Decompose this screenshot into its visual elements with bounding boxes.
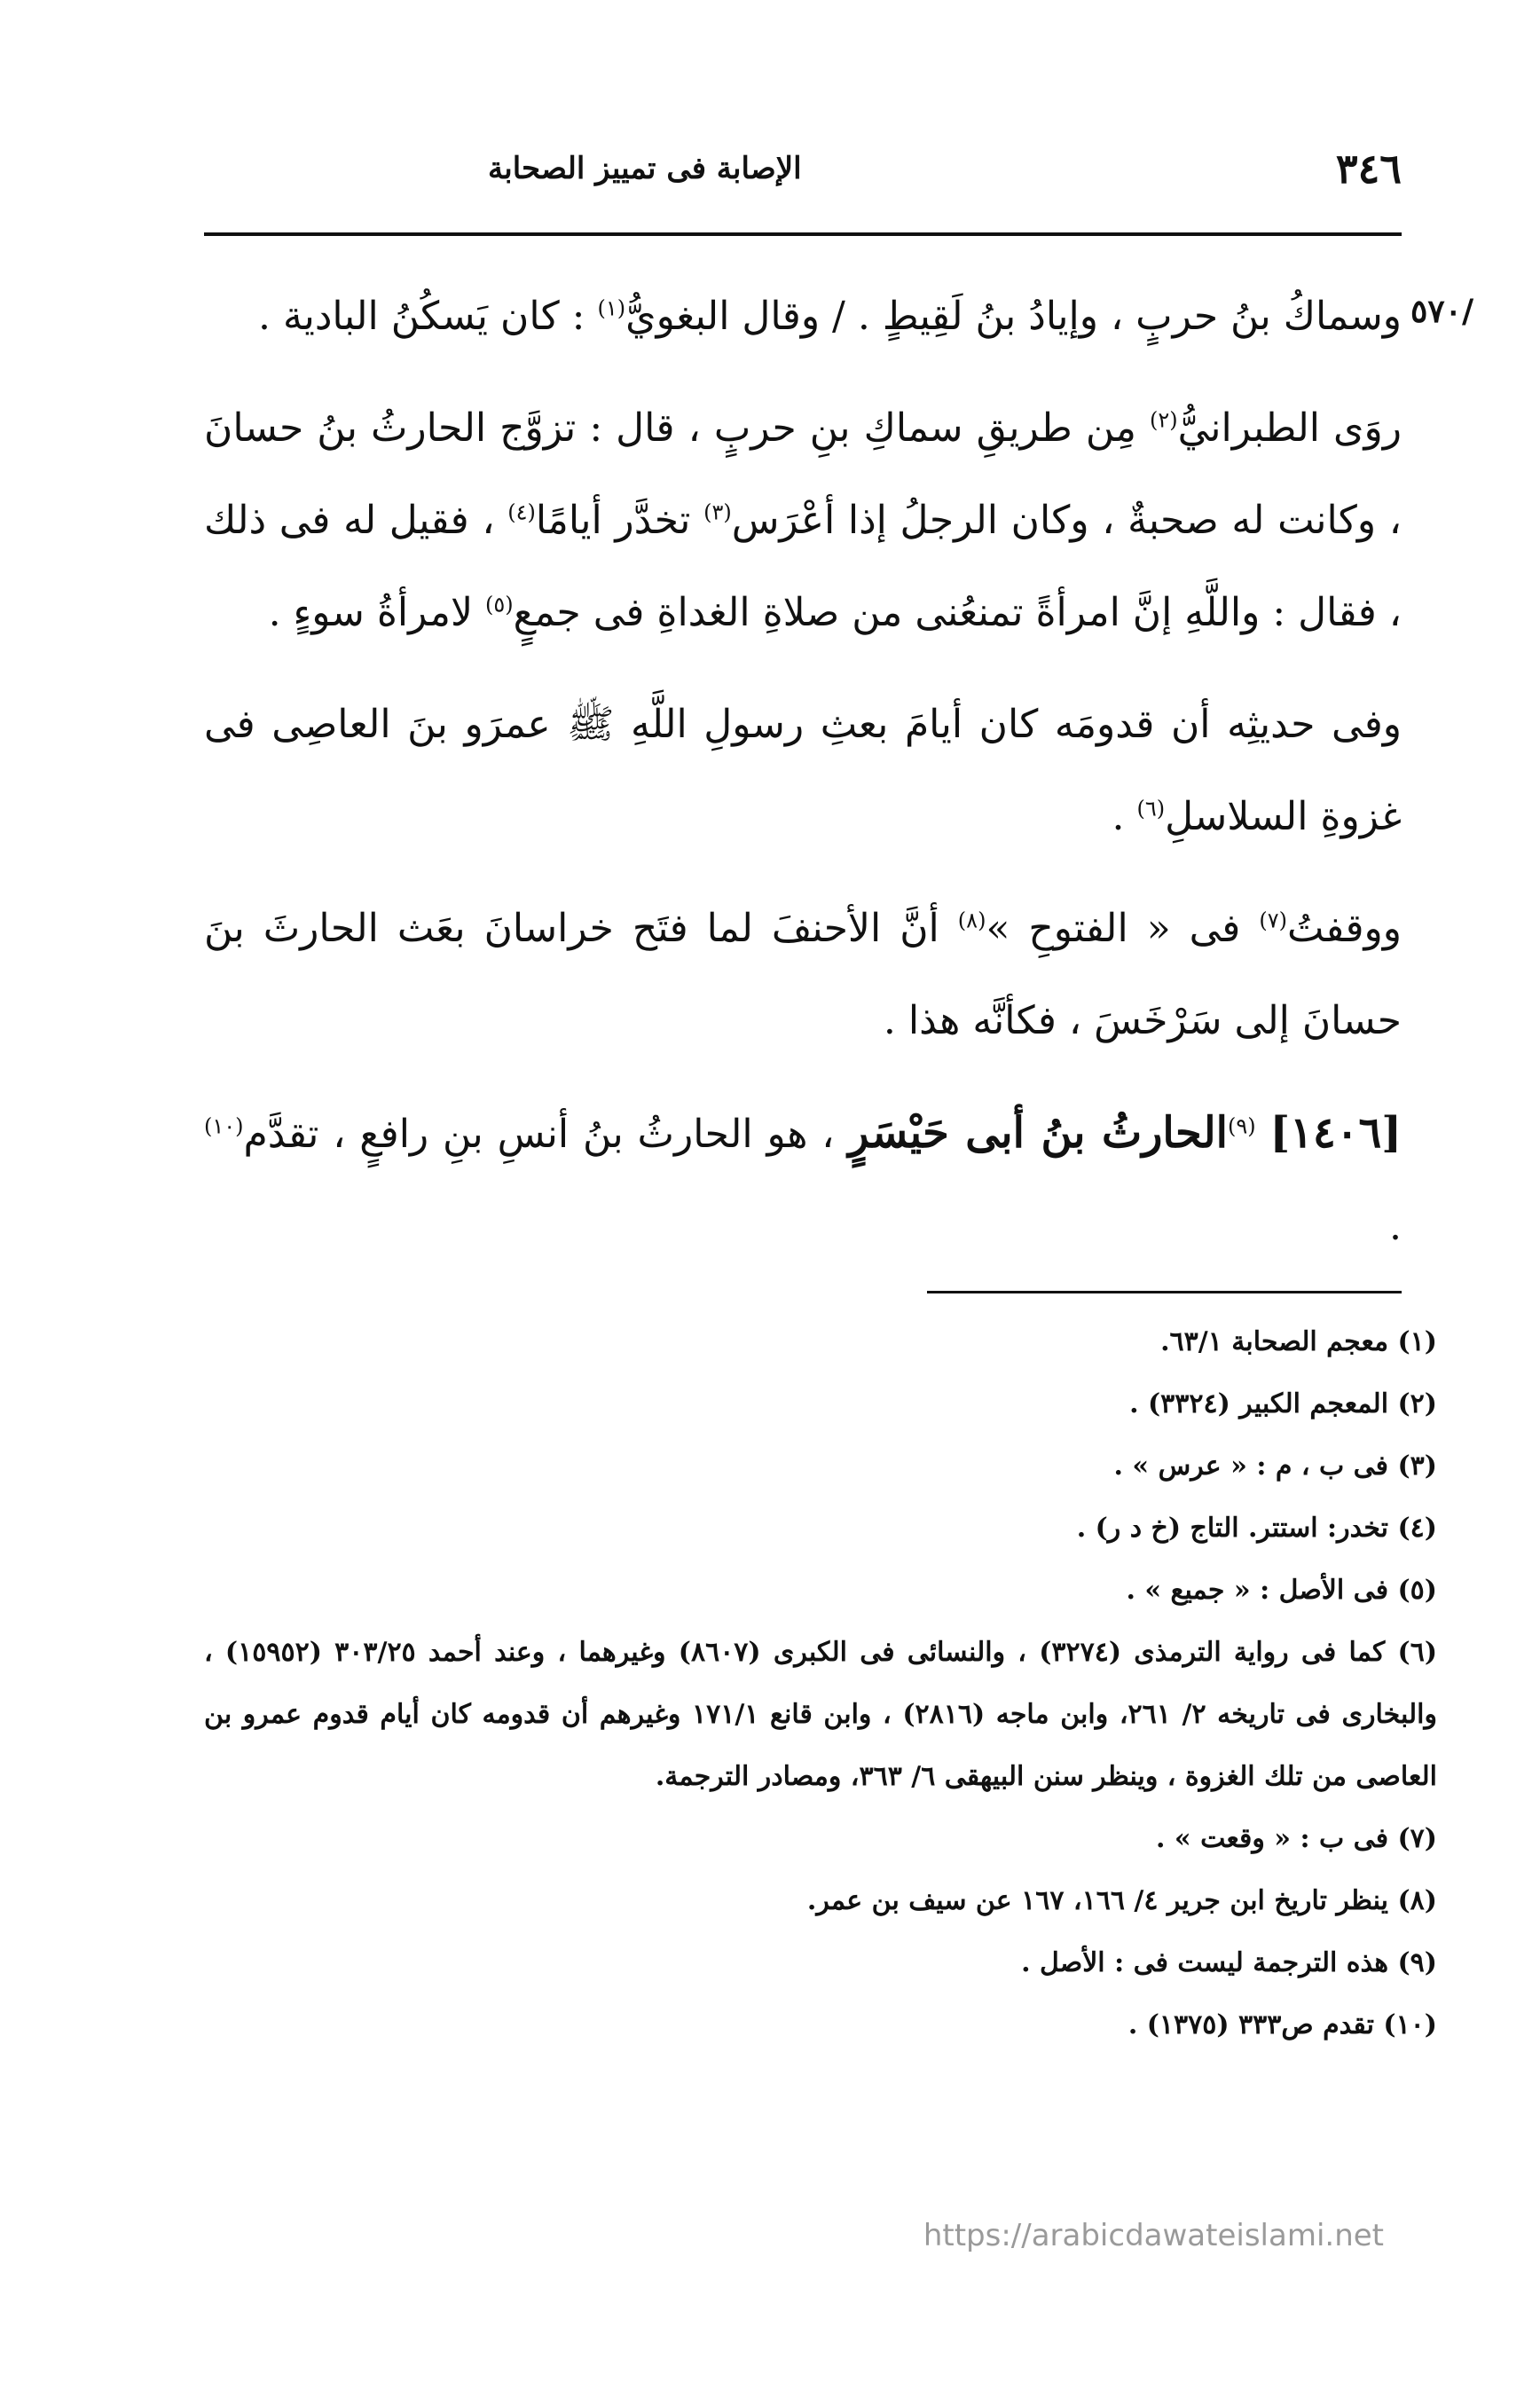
footnote: (٩) هذه الترجمة ليست فى : الأصل . [1021, 1947, 1437, 1978]
paragraph-4 [204, 883, 1402, 1067]
text-run: . [1389, 1204, 1402, 1249]
footnote-marker: (٧) [1259, 908, 1287, 933]
footnote: (٣) فى ب ، م : « عرس » . [1113, 1451, 1437, 1482]
footnote: (٦) كما فى رواية الترمذى (٣٢٧٤) ، والنسائى فى الكبرى (٨٦٠٧) وغيرهما ، وعند أحمد ٣٠٣/٢٥ (١٥٩٥٢) ، والبخارى فى تاريخه ٢/ ٢٦١، وابن ماجه (٢٨١٦) ، وابن قانع ١٧١/١ وغيرهم أن قدومه كان أيام قدوم عمرو بن العاصى من تلك الغزوة ، وينظر سنن البيهقى ٦/ ٣٦٣، ومصادر الترجمة. [204, 1637, 1438, 1792]
main-text [204, 271, 1402, 1293]
footnote: (٢) المعجم الكبير (٣٣٢٤) . [1129, 1388, 1437, 1419]
footnote: (٨) ينظر تاريخ ابن جرير ٤/ ١٦٦، ١٦٧ عن سيف بن عمر. [806, 1885, 1437, 1916]
running-title: الإصابة فى تمييز الصحابة [488, 151, 802, 186]
text-run: ، هو الحارثُ بنُ أنسِ بنِ رافعٍ ، تقدَّم [243, 1112, 849, 1157]
footnote: (١) معجم الصحابة ٦٣/١. [1160, 1326, 1437, 1357]
text-run: أنَّ الأحنفَ لما فتَح خراسانَ بعَث الحارثَ بنَ حسانَ إلى سَرْخَسَ ، فكأنَّه هذا . [204, 906, 1402, 1043]
entry-heading [204, 1087, 1402, 1273]
text-run: فى « الفتوحِ » [986, 906, 1260, 951]
footnote: (٤) تخدر: استتر. التاج (خ د ر) . [1076, 1513, 1437, 1544]
entry-number: [١٤٠٦] [1269, 1108, 1402, 1158]
text-run: : كان يَسكُنُ البادية . [258, 294, 598, 339]
text-run: . [1112, 794, 1137, 839]
text-run: وفى حديثِه أن قدومَه كان أيامَ بعثِ رسولِ اللَّهِ ﷺ عمرَو بنَ العاصِى فى غزوةِ السلاسلِ [204, 702, 1402, 839]
text-run: لامرأةُ سوءٍ . [268, 590, 486, 635]
entry-name: الحارثُ بنُ أبى حَيْسَرٍ [848, 1108, 1228, 1158]
footnote-marker: (٦) [1136, 796, 1166, 822]
footnote: (٥) فى الأصل : « جميع » . [1126, 1575, 1437, 1606]
footnote-marker: (٣) [703, 499, 732, 525]
footnote-marker: (١) [597, 295, 626, 321]
text-run: تخدَّر أيامًا [535, 498, 704, 543]
footnote-marker: (٨) [957, 908, 986, 933]
footnote-marker: (٥) [485, 592, 514, 617]
footnotes [204, 1311, 1437, 2056]
footnote-marker: (١٠) [204, 1113, 244, 1139]
text-run: وسماكُ بنُ حربٍ ، وإيادُ بنُ لَقِيطٍ . / وقال البغويُّ [625, 294, 1402, 339]
footnote-marker: (٩) [1227, 1113, 1256, 1139]
text-run: مِن طريقِ سماكِ بنِ حربٍ ، قال : تزوَّج الحارثُ بنُ حسانَ ، وكانت له صحبةٌ ، وكان الرجلُ إذا أعْرَس [204, 405, 1402, 543]
footnote: (١٠) تقدم ص٣٣٣ (١٣٧٥) . [1128, 2009, 1437, 2040]
footnote-marker: (٢) [1149, 407, 1178, 433]
page-number: ٣٤٦ [1335, 145, 1402, 193]
watermark-url: https://arabicdawateislami.net [923, 2218, 1384, 2253]
manuscript-page-reference: ٥٧٠/ [1410, 293, 1474, 330]
text-run: ووقفتُ [1287, 906, 1402, 951]
text-run: روَى الطبرانيُّ [1177, 405, 1402, 451]
paragraph-3 [204, 679, 1402, 863]
page-header [204, 142, 1402, 195]
footnote-separator [927, 1291, 1402, 1293]
text-run: ، فقيل له فى ذلك ، فقال : واللَّهِ إنَّ امرأةً تمنعُنى من صلاةِ الغداةِ فى جمعٍ [204, 498, 1402, 635]
paragraph-2 [204, 382, 1402, 659]
footnote: (٧) فى ب : « وقعت » . [1156, 1823, 1437, 1854]
paragraph-1 [204, 271, 1402, 363]
footnote-marker: (٤) [507, 499, 536, 525]
header-rule [204, 232, 1402, 236]
